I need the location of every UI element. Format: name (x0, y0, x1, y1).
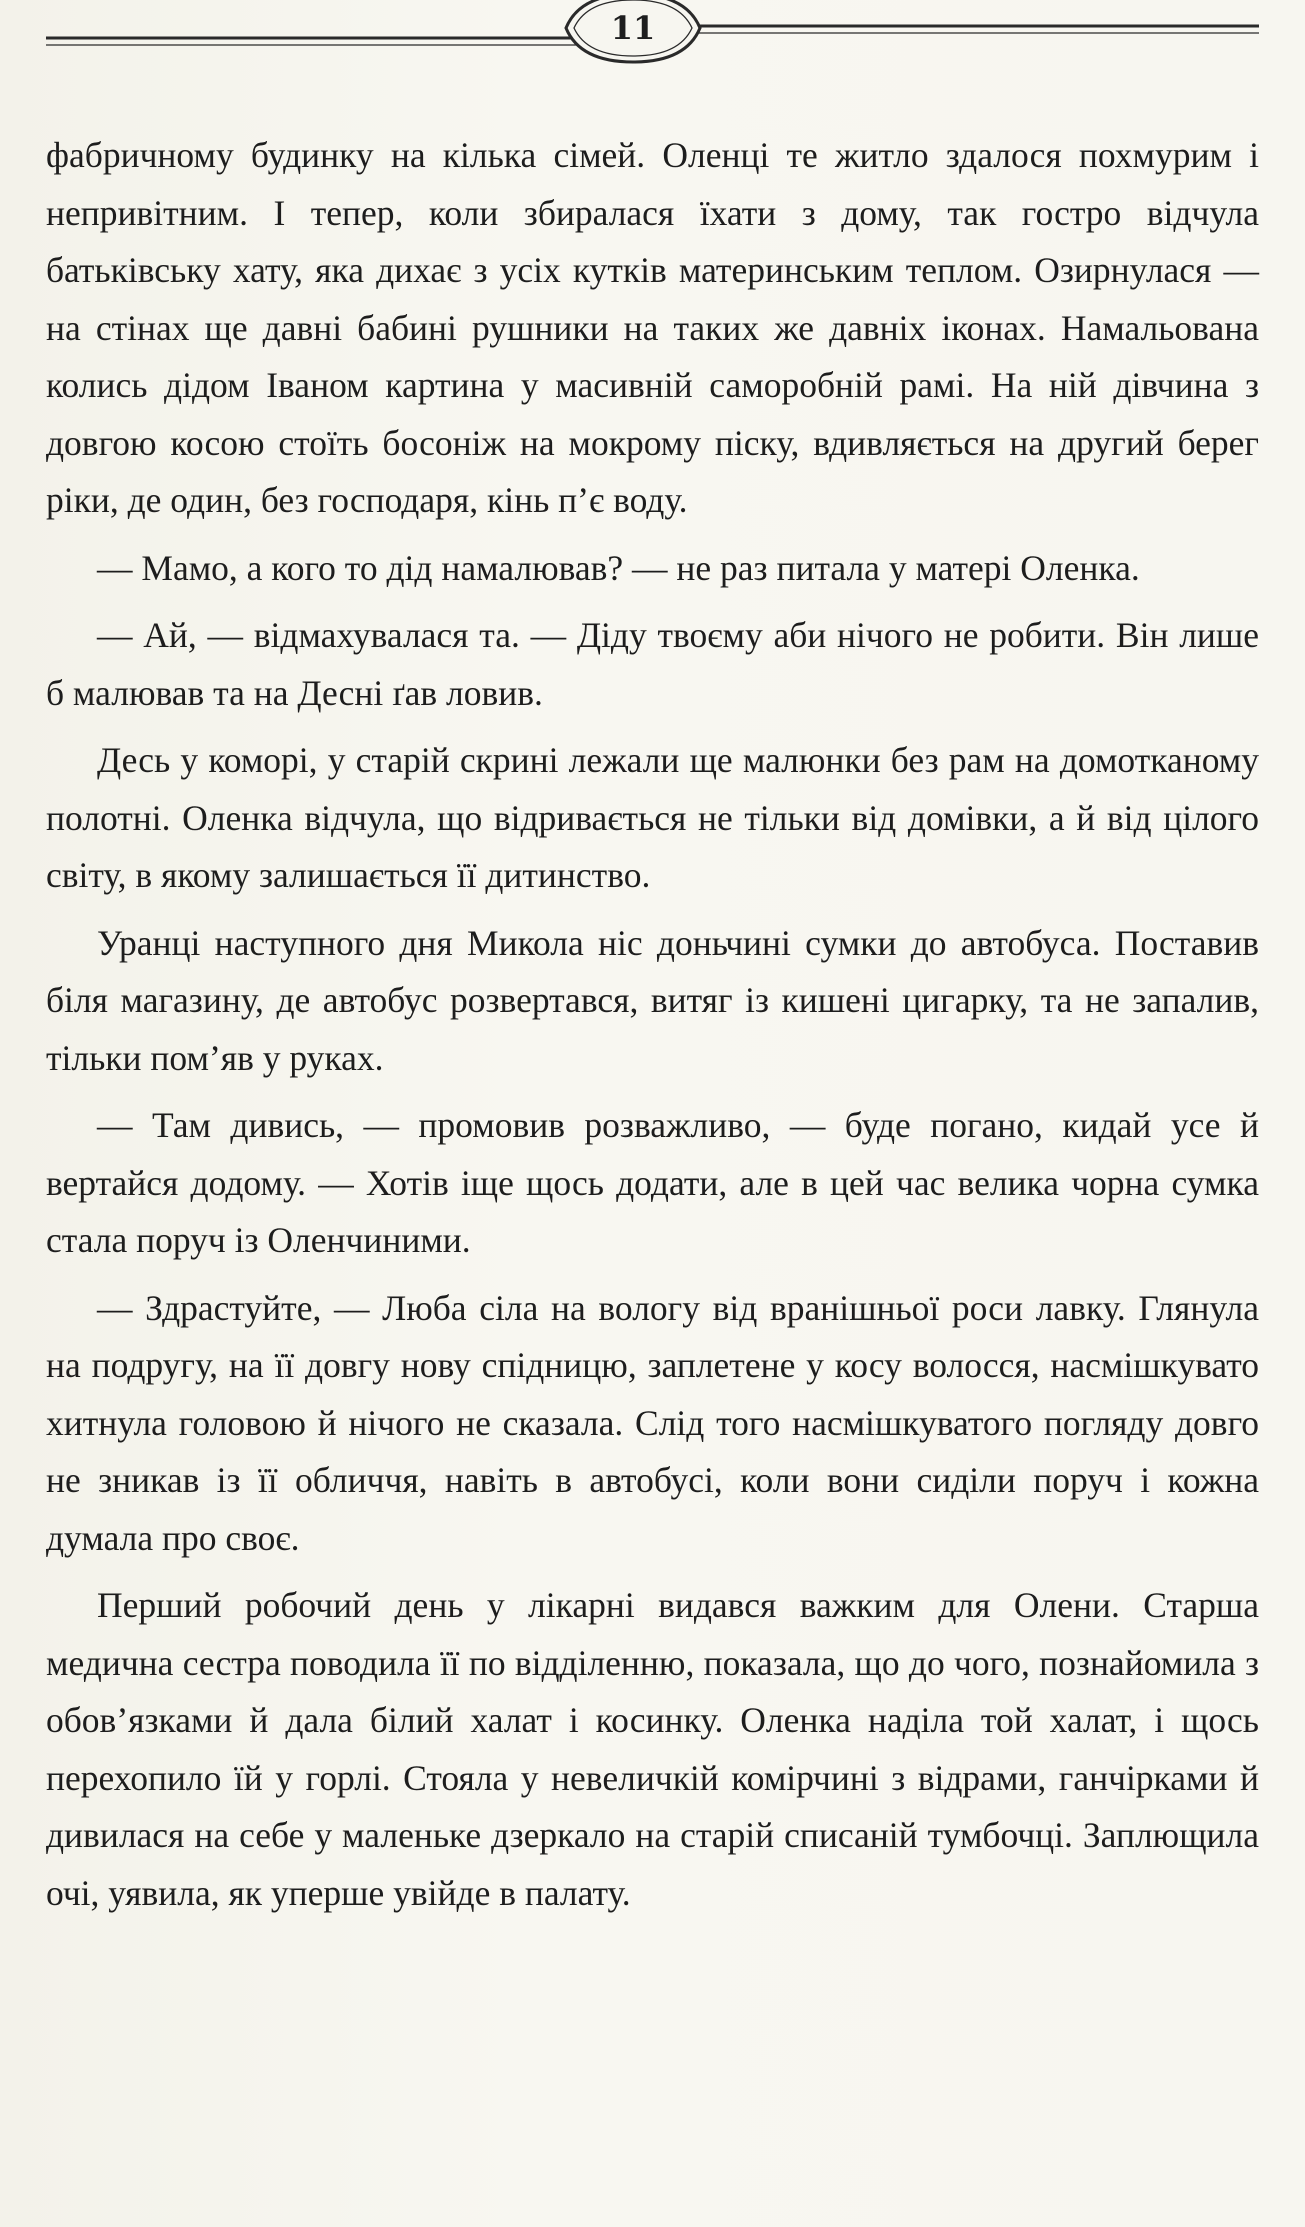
paragraph: Уранці наступного дня Микола ніс доньчині сумки до автобуса. Поставив біля магазину, де автобус розвертався, витяг із кишені цигарку, та не запалив, тільки пом’яв у руках. (46, 922, 1259, 1078)
paragraph: — Там дивись, — промовив розважливо, — буде погано, кидай усе й вертайся додому. — Хотів іще щось додати, але в цей час велика чорна сумка стала поруч із Оленчиними. (46, 1105, 1259, 1260)
body-text (46, 127, 1259, 1932)
paragraph: — Здрастуйте, — Люба сіла на вологу від вранішньої роси лавку. Глянула на подругу, на її довгу нову спідницю, заплетене у косу волосся, насмішкувато хитнула головою й нічого не сказала. Слід того насмішкуватого погляду довго не зникав із її обличчя, навіть в автобусі, коли вони сиділи поруч і кожна думала про своє. (46, 1287, 1259, 1558)
paragraph: Перший робочий день у лікарні видався важким для Олени. Старша медична сестра поводила її по відділенню, показала, що до чого, познайомила з обов’язками й дала білий халат і косинку. Оленка наділа той халат, і щось перехопило їй у горлі. Стояла у невеличкій комірчині з відрами, ганчірками й дивилася на себе у маленьке дзеркало на старій списаній тумбочці. Заплющила очі, уявила, як уперше увійде в палату. (46, 1585, 1259, 1913)
paragraph: Десь у коморі, у старій скрині лежали ще малюнки без рам на домотканому полотні. Оленка відчула, що відривається не тільки від домівки, а й від цілого світу, в якому залишається її дитинство. (46, 740, 1259, 895)
paragraph: фабричному будинку на кілька сімей. Оленці те житло здалося похмурим і непривітним. І тепер, коли збиралася їхати з дому, так гостро відчула батьківську хату, яка дихає з усіх кутків материнським теплом. Озирнулася — на стінах ще давні бабині рушники на таких же давніх іконах. Намальована колись дідом Іваном картина у масивній саморобній рамі. На ній дівчина з довгою косою стоїть босоніж на мокрому піску, вдивляється на другий берег ріки, де один, без господаря, кінь п’є воду. (46, 135, 1259, 520)
paragraph: — Ай, — відмахувалася та. — Діду твоєму аби нічого не робити. Він лише б малював та на Десні ґав ловив. (46, 615, 1259, 713)
page-number: 11 (610, 9, 656, 47)
page-header (0, 0, 1305, 80)
paragraph: — Мамо, а кого то дід намалював? — не раз питала у матері Оленка. (97, 547, 1140, 588)
